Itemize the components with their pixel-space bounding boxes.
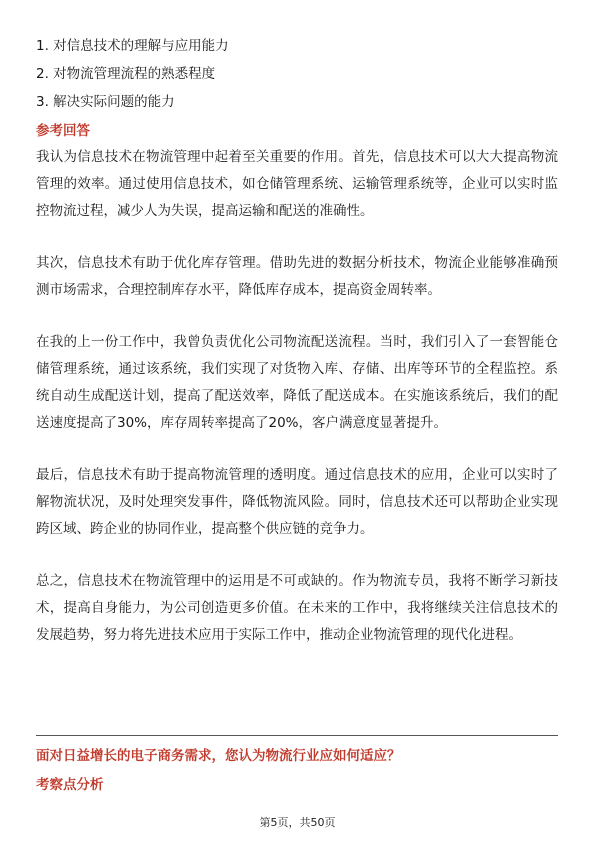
content-area xyxy=(36,32,558,649)
list-item: 3. 解决实际问题的能力 xyxy=(36,94,175,110)
section-divider xyxy=(36,735,558,736)
answer-paragraph: 最后，信息技术有助于提高物流管理的透明度。通过信息技术的应用，企业可以实时了解物流状况，及时处理突发事件，降低物流风险。同时，信息技术还可以帮助企业实现跨区域、跨企业的协同作业，提高整个供应链的竞争力。 xyxy=(36,467,558,537)
answer-paragraph: 其次，信息技术有助于优化库存管理。借助先进的数据分析技术，物流企业能够准确预测市场需求，合理控制库存水平，降低库存成本，提高资金周转率。 xyxy=(36,255,558,298)
list-item: 1. 对信息技术的理解与应用能力 xyxy=(36,38,229,54)
answer-paragraph: 总之，信息技术在物流管理中的运用是不可或缺的。作为物流专员，我将不断学习新技术，提高自身能力，为公司创造更多价值。在未来的工作中，我将继续关注信息技术的发展趋势，努力将先进技术应用于实际工作中，推动企业物流管理的现代化进程。 xyxy=(36,573,558,643)
analysis-heading: 考察点分析 xyxy=(36,777,104,793)
answer-paragraph: 我认为信息技术在物流管理中起着至关重要的作用。首先，信息技术可以大大提高物流管理的效率。通过使用信息技术，如仓储管理系统、运输管理系统等，企业可以实时监控物流过程，减少人为失误，提高运输和配送的准确性。 xyxy=(36,149,558,219)
answer-paragraph: 在我的上一份工作中，我曾负责优化公司物流配送流程。当时，我们引入了一套智能仓储管理系统，通过该系统，我们实现了对货物入库、存储、出库等环节的全程监控。系统自动生成配送计划，提高了配送效率，降低了配送成本。在实施该系统后，我们的配送速度提高了30%，库存周转率提高了20%，客户满意度显著提升。 xyxy=(36,334,558,431)
list-item: 2. 对物流管理流程的熟悉程度 xyxy=(36,66,216,82)
answer-heading: 参考回答 xyxy=(36,123,90,139)
page-number-footer: 第5页，共50页 xyxy=(259,816,336,829)
next-question-heading: 面对日益增长的电子商务需求，您认为物流行业应如何适应？ xyxy=(36,748,401,764)
